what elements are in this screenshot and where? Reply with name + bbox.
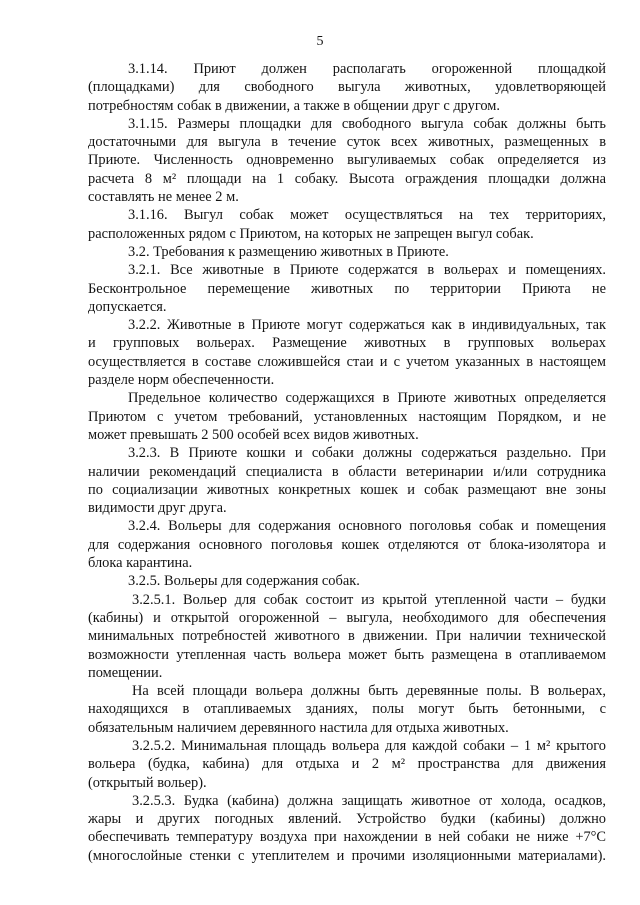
text-line: допускается.	[88, 298, 167, 315]
text-line: 3.1.14. Приют должен располагать огороженной площадкой	[128, 61, 606, 77]
text-line: и групповых вольерах. Размещение животных в групповых вольерах	[88, 335, 606, 352]
text-line: обязательным наличием деревянного настила для отдыха животных.	[88, 719, 509, 736]
text-line: На всей площади вольера должны быть деревянные полы. В вольерах,	[132, 683, 606, 700]
text-line: разделе норм обеспеченности.	[88, 372, 275, 389]
text-line: 3.2.4. Вольеры для содержания основного поголовья собак и помещения	[128, 518, 606, 535]
text-line: 3.2.5.2. Минимальная площадь вольера для каждой собаки – 1 м² крытого	[132, 737, 606, 754]
text-line: 3.1.15. Размеры площадки для свободного выгула собак должны быть	[128, 115, 606, 132]
text-line: Приютом с учетом требований, установленных настоящим Порядком, и не	[88, 408, 606, 425]
page-number: 5	[316, 34, 324, 49]
text-line: составлять не менее 2 м.	[88, 189, 239, 206]
text-line: Бесконтрольное перемещение животных по территории Приюта не	[88, 280, 606, 297]
text-line: возможности утепленная часть вольера может быть размещена в отапливаемом	[88, 646, 606, 663]
text-line: Приюте. Численность одновременно выгуливаемых собак определяется из	[88, 152, 606, 169]
text-line: 3.2.5.3. Будка (кабина) должна защищать животное от холода, осадков,	[132, 792, 606, 809]
text-line: жары и других погодных явлений. Устройство будки (кабины) должно	[88, 811, 606, 828]
text-line: Предельное количество содержащихся в Приюте животных определяется	[128, 390, 606, 407]
text-line: обеспечивать температуру воздуха при нахождении в ней собаки не ниже +7°С	[88, 829, 606, 846]
text-line: (площадками) для свободного выгула животных, удовлетворяющей	[88, 79, 606, 96]
text-line: (кабины) и открытой огороженной – выгула, необходимого для обеспечения	[88, 609, 606, 626]
text-line: помещении.	[88, 664, 163, 681]
text-line: (многослойные стенки с утеплителем и прочими изоляционными материалами).	[88, 847, 606, 864]
text-line: 3.2.5.1. Вольер для собак состоит из крытой утепленной части – будки	[132, 591, 606, 608]
text-line: 3.2.1. Все животные в Приюте содержатся в вольерах и помещениях.	[128, 262, 606, 279]
text-line: по социализации животных конкретных кошек и собак размещают вне зоны	[88, 481, 606, 498]
text-line: для содержания основного поголовья кошек отделяются от блока-изолятора и	[88, 536, 606, 553]
text-line: (открытый вольер).	[88, 774, 207, 791]
text-line: расположенных рядом с Приютом, на которых не запрещен выгул собак.	[88, 225, 534, 242]
text-line: наличии рекомендаций специалиста в области ветеринарии и/или сотрудника	[88, 463, 606, 480]
text-line: находящихся в отапливаемых зданиях, полы могут быть бетонными, с	[88, 701, 606, 718]
text-line: достаточными для выгула в течение суток всех животных, размещенных в	[88, 134, 606, 151]
text-line: может превышать 2 500 особей всех видов животных.	[88, 426, 419, 443]
document-body	[88, 60, 606, 865]
text-line: вольера (будка, кабина) для отдыха и 2 м² пространства для движения	[88, 756, 606, 773]
text-line: потребностям собак в движении, а также в общении друг с другом.	[88, 97, 501, 114]
text-line: минимальных потребностей животного в движении. При наличии технической	[88, 628, 606, 645]
text-line: осуществляется в составе сложившейся стаи и с учетом указанных в настоящем	[88, 353, 606, 370]
text-line: 3.2.2. Животные в Приюте могут содержаться как в индивидуальных, так	[128, 317, 606, 334]
text-line: видимости друг друга.	[88, 500, 227, 517]
text-line: 3.2.5. Вольеры для содержания собак.	[128, 573, 360, 590]
text-line: 3.2. Требования к размещению животных в Приюте.	[128, 243, 449, 260]
text-line: 3.1.16. Выгул собак может осуществляться на тех территориях,	[128, 207, 606, 224]
text-line: блока карантина.	[88, 555, 193, 572]
text-line: 3.2.3. В Приюте кошки и собаки должны содержаться раздельно. При	[128, 445, 606, 462]
text-line: расчета 8 м² площади на 1 собаку. Высота ограждения площадки должна	[88, 170, 606, 187]
